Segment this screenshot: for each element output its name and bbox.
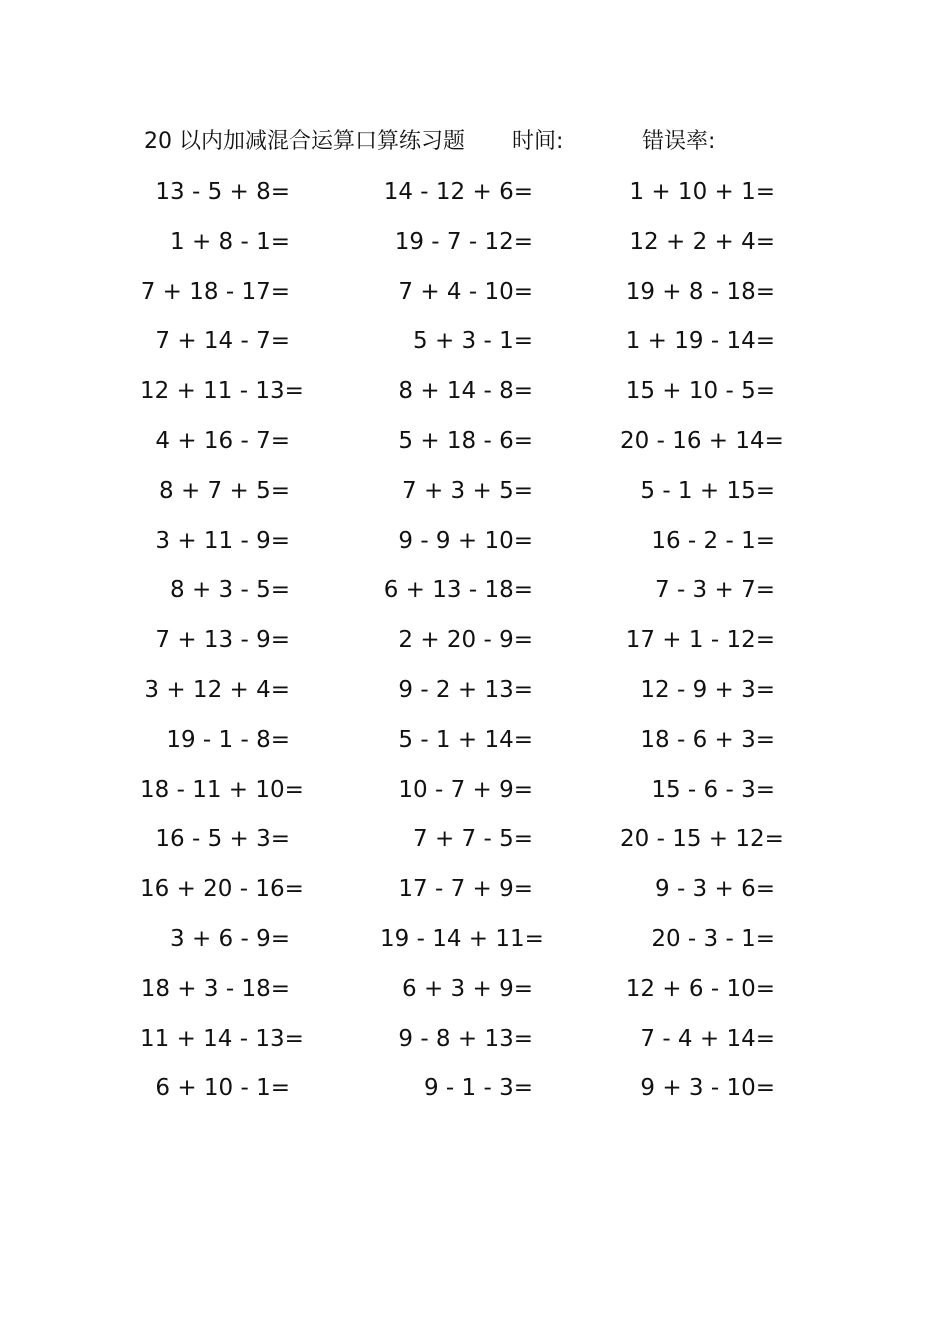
problem-item: 5 - 1 + 14= xyxy=(398,726,533,753)
problem-item: 1 + 8 - 1= xyxy=(170,228,290,255)
problem-row xyxy=(140,421,800,471)
problem-item: 16 - 5 + 3= xyxy=(155,826,290,853)
problem-item: 15 - 6 - 3= xyxy=(651,776,775,803)
problem-item: 18 - 6 + 3= xyxy=(640,726,775,753)
problem-item: 18 + 3 - 18= xyxy=(140,975,290,1002)
problem-item: 5 + 3 - 1= xyxy=(413,328,533,355)
problem-item: 5 - 1 + 15= xyxy=(640,477,775,504)
problem-item: 2 + 20 - 9= xyxy=(398,627,533,654)
problem-item: 20 - 3 - 1= xyxy=(651,925,775,952)
problem-item: 7 + 3 + 5= xyxy=(402,477,533,504)
problem-item: 8 + 3 - 5= xyxy=(170,577,290,604)
problem-item: 6 + 10 - 1= xyxy=(155,1075,290,1102)
problem-item: 19 - 1 - 8= xyxy=(166,726,290,753)
problem-item: 1 + 10 + 1= xyxy=(629,179,775,205)
worksheet-header xyxy=(144,126,844,158)
problem-row xyxy=(140,570,800,620)
problem-item: 20 - 16 + 14= xyxy=(620,427,784,454)
problem-row xyxy=(140,321,800,371)
problem-item: 6 + 3 + 9= xyxy=(402,975,533,1002)
problem-row xyxy=(140,869,800,919)
problem-item: 7 + 7 - 5= xyxy=(413,826,533,853)
problem-item: 7 + 14 - 7= xyxy=(155,328,290,355)
problem-row xyxy=(140,222,800,272)
problem-item: 19 - 7 - 12= xyxy=(394,228,533,255)
problem-item: 19 - 14 + 11= xyxy=(380,925,544,952)
problem-item: 3 + 11 - 9= xyxy=(155,527,290,554)
problem-row xyxy=(140,670,800,720)
problem-item: 7 - 3 + 7= xyxy=(655,577,775,604)
problem-item: 7 + 4 - 10= xyxy=(398,278,533,305)
problem-item: 20 - 15 + 12= xyxy=(620,826,784,853)
problem-row xyxy=(140,521,800,571)
problem-item: 5 + 18 - 6= xyxy=(398,427,533,454)
problem-item: 8 + 7 + 5= xyxy=(159,477,290,504)
problem-item: 13 - 5 + 8= xyxy=(155,179,290,205)
problem-row xyxy=(140,1068,800,1118)
problem-row xyxy=(140,720,800,770)
problem-item: 9 - 1 - 3= xyxy=(423,1075,533,1102)
problem-item: 14 - 12 + 6= xyxy=(383,179,533,205)
problem-grid xyxy=(140,172,800,1118)
problem-item: 12 + 6 - 10= xyxy=(625,975,775,1002)
problem-item: 3 + 12 + 4= xyxy=(144,676,290,703)
problem-item: 16 + 20 - 16= xyxy=(140,876,304,903)
problem-item: 10 - 7 + 9= xyxy=(398,776,533,803)
problem-item: 18 - 11 + 10= xyxy=(140,776,304,803)
problem-item: 15 + 10 - 5= xyxy=(625,378,775,405)
problem-item: 9 - 8 + 13= xyxy=(398,1025,533,1052)
problem-item: 1 + 19 - 14= xyxy=(625,328,775,355)
problem-item: 7 + 13 - 9= xyxy=(155,627,290,654)
problem-row xyxy=(140,371,800,421)
problem-item: 11 + 14 - 13= xyxy=(140,1025,304,1052)
problem-item: 16 - 2 - 1= xyxy=(651,527,775,554)
problem-item: 9 - 2 + 13= xyxy=(398,676,533,703)
problem-row xyxy=(140,471,800,521)
problem-item: 19 + 8 - 18= xyxy=(625,278,775,305)
problem-item: 9 - 9 + 10= xyxy=(398,527,533,554)
problem-item: 17 + 1 - 12= xyxy=(625,627,775,654)
problem-row xyxy=(140,620,800,670)
problem-item: 12 + 2 + 4= xyxy=(629,228,775,255)
worksheet-title: 20 以内加减混合运算口算练习题 xyxy=(144,129,465,154)
problem-item: 3 + 6 - 9= xyxy=(170,925,290,952)
error-rate-label: 错误率: xyxy=(642,129,716,154)
problem-row xyxy=(140,969,800,1019)
problem-row xyxy=(140,919,800,969)
problem-item: 12 + 11 - 13= xyxy=(140,378,304,405)
problem-item: 8 + 14 - 8= xyxy=(398,378,533,405)
problem-item: 4 + 16 - 7= xyxy=(155,427,290,454)
problem-row xyxy=(140,272,800,322)
problem-item: 17 - 7 + 9= xyxy=(398,876,533,903)
problem-item: 7 + 18 - 17= xyxy=(140,278,290,305)
problem-row xyxy=(140,1019,800,1069)
problem-item: 12 - 9 + 3= xyxy=(640,676,775,703)
problem-row xyxy=(140,172,800,222)
problem-row xyxy=(140,770,800,820)
time-label: 时间: xyxy=(512,129,564,154)
problem-row xyxy=(140,819,800,869)
problem-item: 9 - 3 + 6= xyxy=(655,876,775,903)
problem-item: 9 + 3 - 10= xyxy=(640,1075,775,1102)
problem-item: 6 + 13 - 18= xyxy=(383,577,533,604)
problem-item: 7 - 4 + 14= xyxy=(640,1025,775,1052)
